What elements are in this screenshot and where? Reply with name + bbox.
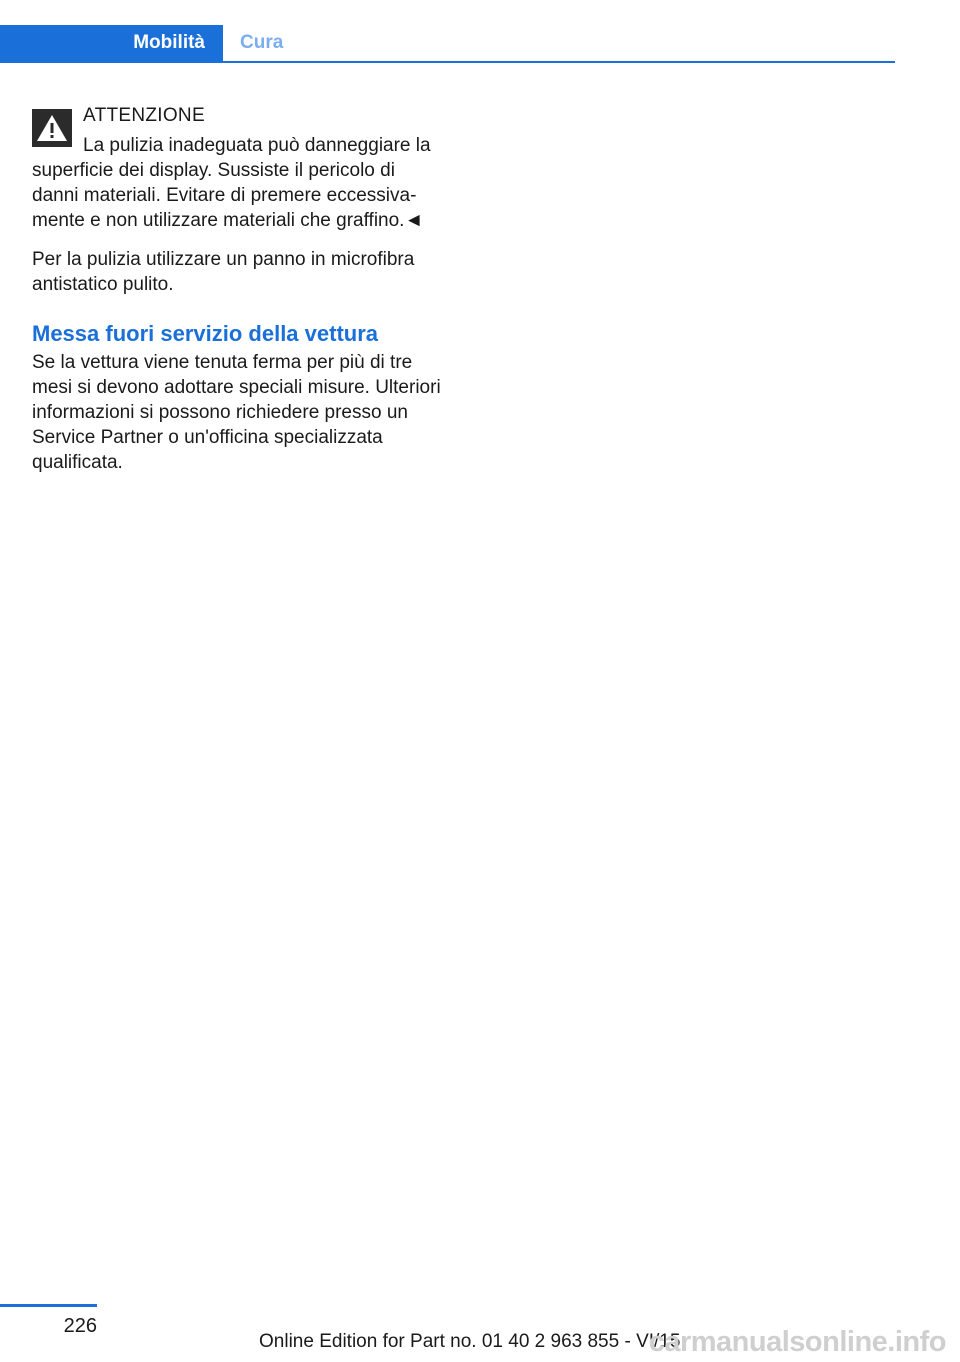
header-bar	[0, 25, 895, 63]
warning-triangle-icon	[32, 109, 72, 147]
page-content	[32, 101, 444, 475]
warning-text: La pulizia inadeguata può danneggiare la superficie dei display. Sussiste il pericolo di danni materiali. Evitare di premere eccessivamente e non utilizzare materiali che graffino.◄	[32, 135, 431, 231]
tab-cura[interactable]: Cura	[240, 32, 284, 53]
watermark: carmanualsonline.info	[648, 1326, 946, 1358]
warning-title: ATTENZIONE	[83, 105, 205, 126]
cleaning-paragraph: Per la pulizia utilizzare un panno in microfibra antistatico pulito.	[32, 249, 415, 295]
tab-mobilita[interactable]: Mobilità	[0, 25, 223, 61]
page-number: 226	[63, 1315, 97, 1337]
section-body: Se la vettura viene tenuta ferma per più di tre mesi si devono adottare speciali misure. Ulteriori informazioni si possono richiedere presso un Service Partner o un'officina specializzata qualificata.	[32, 352, 441, 473]
warning-block	[32, 101, 444, 233]
footer-divider	[0, 1304, 97, 1307]
footer-edition: Online Edition for Part no. 01 40 2 963 855 - VI/15	[259, 1331, 681, 1352]
section-title: Messa fuori servizio della vettura	[32, 321, 379, 346]
